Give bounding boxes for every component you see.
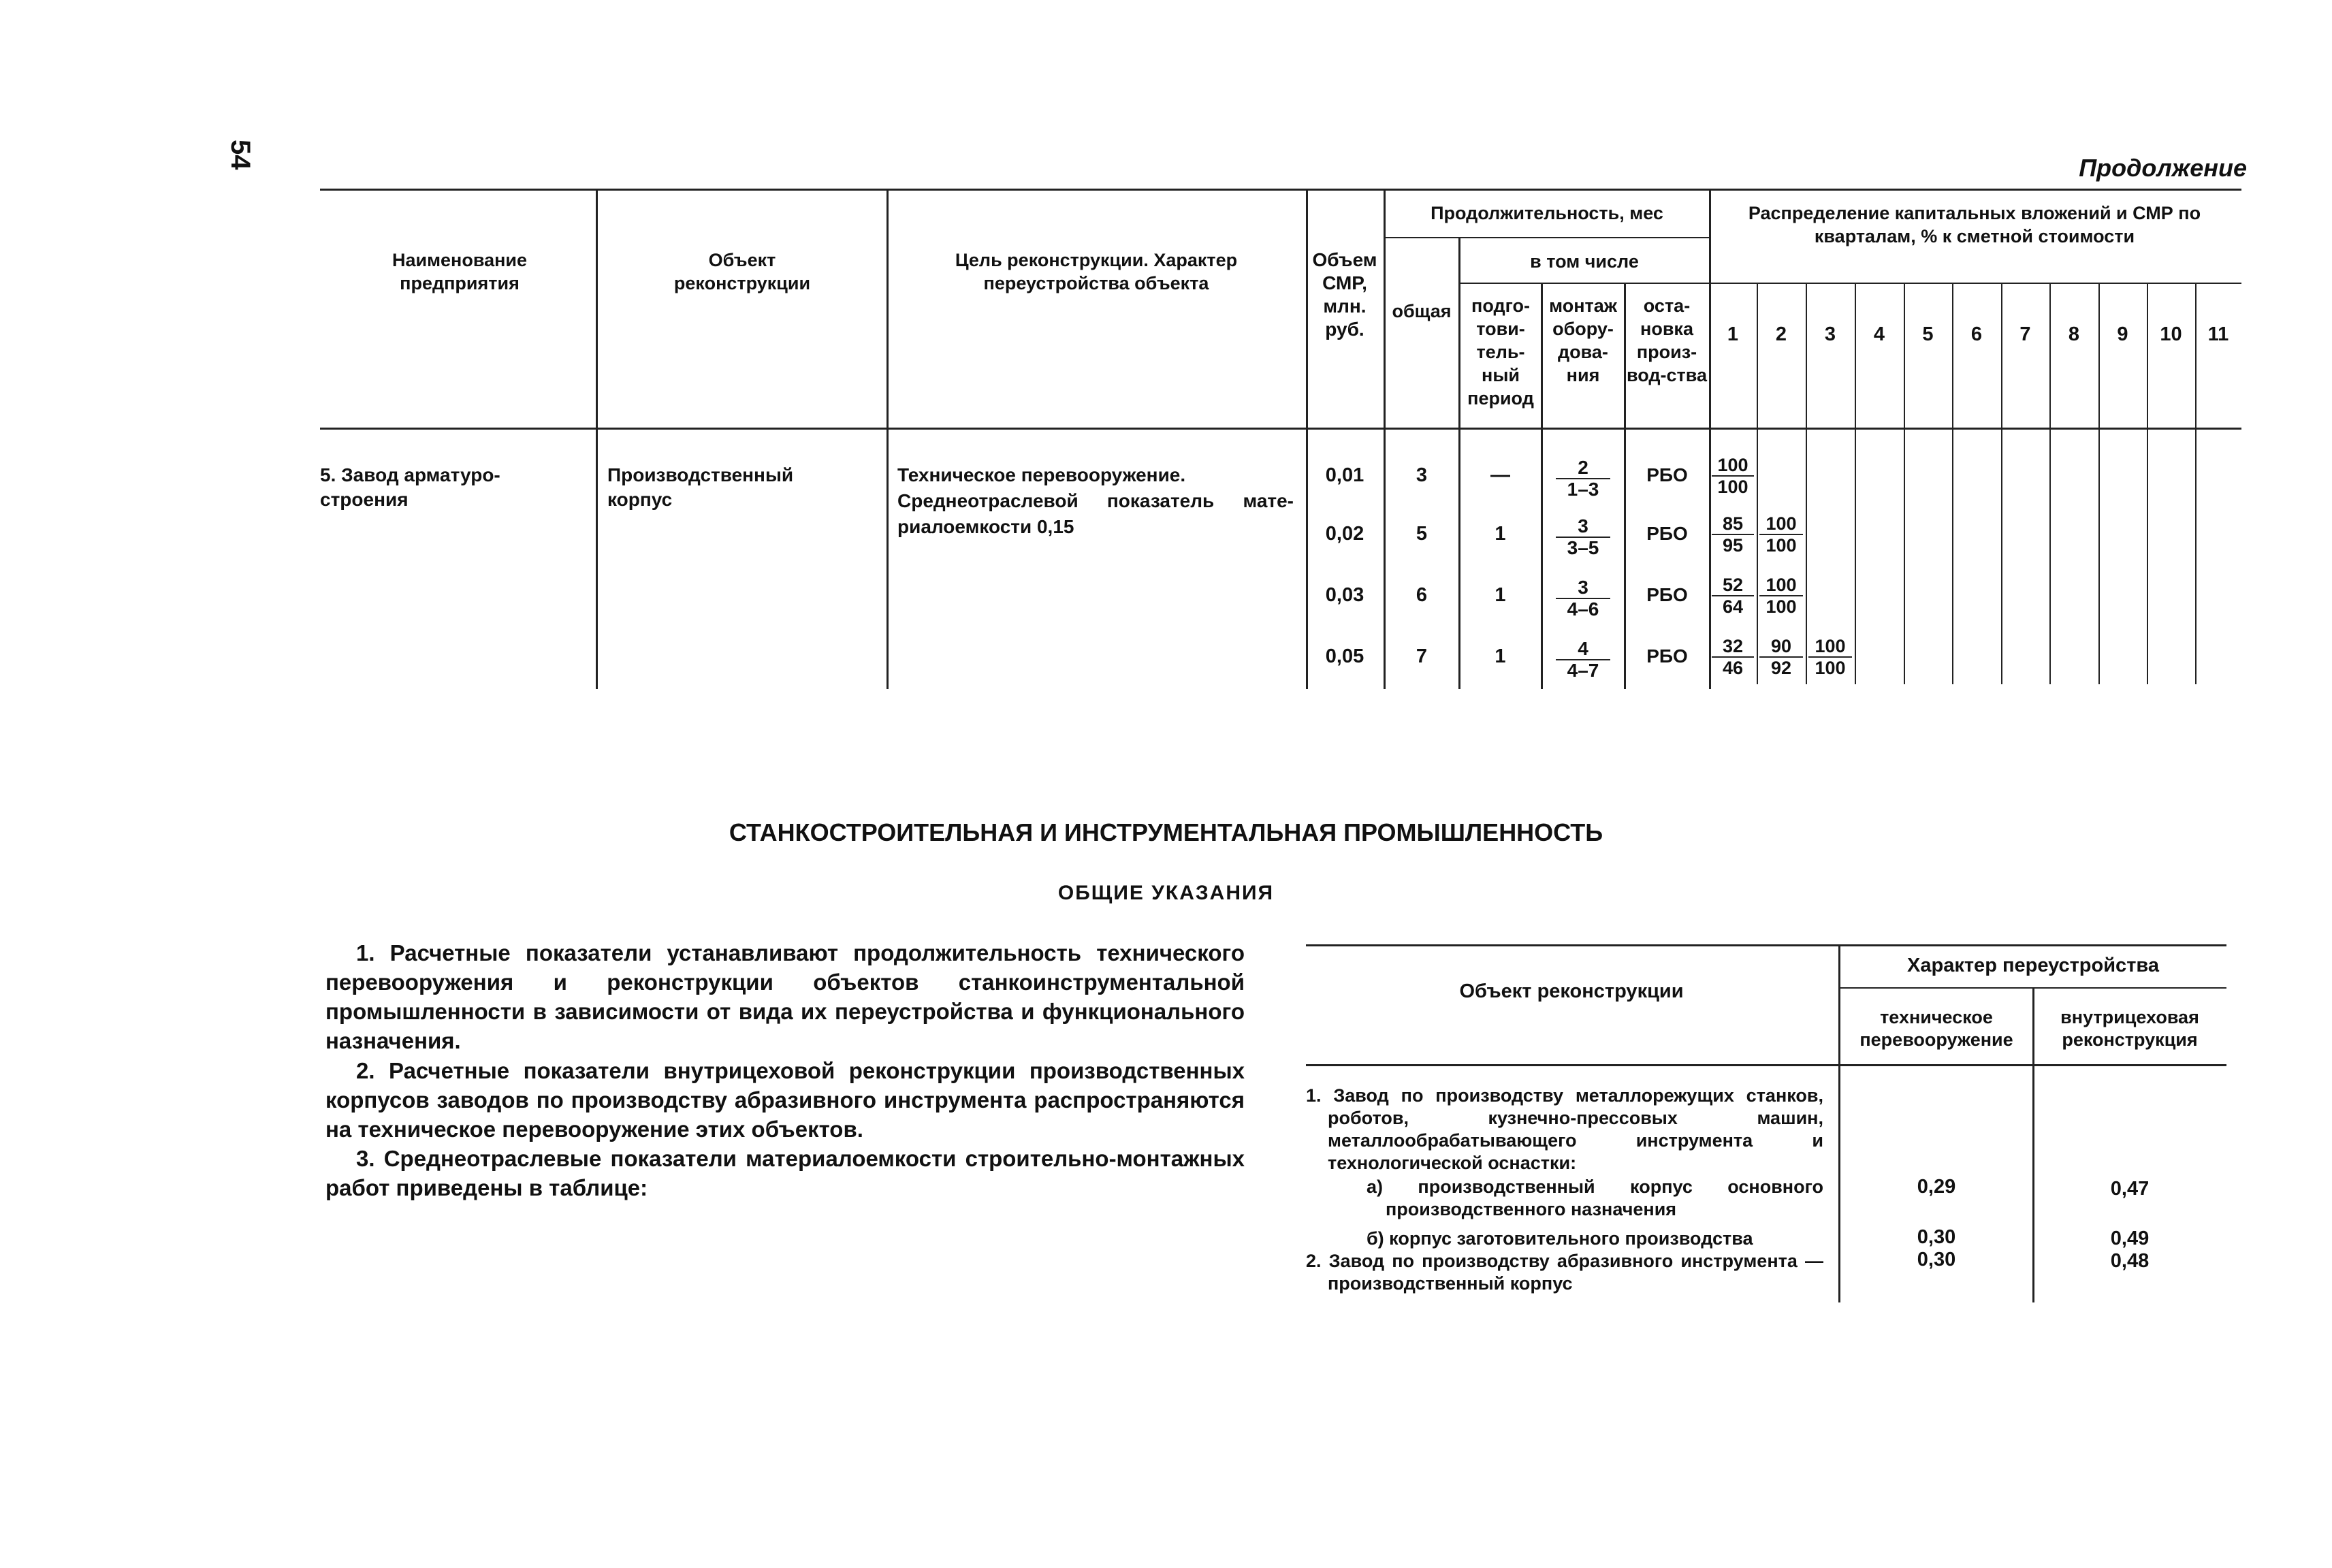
quarter-numerator: 100 [1759, 575, 1803, 596]
header-mounting: монтаж обору-дова-ния [1549, 295, 1617, 385]
quarter-header-9: 9 [2117, 323, 2128, 345]
quarter-fraction [1712, 575, 1754, 617]
mounting-numerator: 3 [1556, 577, 1610, 599]
quarter-header-11: 11 [2207, 323, 2229, 345]
t2-row-1a-internal: 0,47 [2110, 1178, 2150, 1200]
t2-row-1b-tech: 0,30 [1917, 1226, 1956, 1248]
t2-header-internal: внутрицеховая реконструкция [2060, 1007, 2199, 1050]
mounting-denominator: 3–5 [1567, 537, 1599, 558]
header-including: в том числе [1530, 251, 1639, 272]
header-prep-period: подго-тови-тель-ный период [1467, 295, 1534, 409]
mounting-numerator: 2 [1556, 458, 1610, 479]
quarter-header-5: 5 [1922, 323, 1934, 345]
row-volume: 0,02 [1325, 523, 1364, 545]
header-volume: Объем СМР, млн. руб. [1312, 249, 1377, 340]
row-stop: РБО [1646, 584, 1688, 605]
t2-row-2-tech: 0,30 [1917, 1249, 1956, 1270]
quarter-header-1: 1 [1727, 323, 1739, 345]
quarter-header-8: 8 [2068, 323, 2080, 345]
header-object: Объект реконструкции [673, 250, 811, 293]
paragraph-2: 2. Расчетные показатели внутрицеховой реконструкции производственных корпусов заводов по производству абразивного инструмента распространяются на техническое перевооружение этих объектов. [325, 1058, 1245, 1142]
quarter-fraction [1759, 575, 1803, 617]
t2-row-2-internal: 0,48 [2110, 1250, 2150, 1272]
row-total: 3 [1416, 464, 1428, 486]
row-mounting-fraction [1556, 577, 1610, 620]
quarter-header-2: 2 [1775, 323, 1787, 345]
row-goal-line2: Среднеотраслевой показатель мате- [897, 490, 1294, 511]
row-total: 7 [1416, 645, 1428, 667]
row-stop: РБО [1646, 523, 1688, 544]
row-stop: РБО [1646, 645, 1688, 667]
header-duration: Продолжительность, мес [1431, 203, 1663, 223]
quarter-numerator: 52 [1712, 575, 1754, 596]
mounting-denominator: 4–7 [1567, 660, 1599, 681]
row-mounting-fraction [1556, 639, 1610, 681]
row-volume: 0,05 [1325, 645, 1364, 667]
row-total: 6 [1416, 584, 1428, 606]
quarter-denominator: 100 [1717, 477, 1748, 497]
quarter-denominator: 64 [1722, 596, 1744, 617]
quarter-numerator: 100 [1712, 455, 1754, 477]
row-goal-line3: риалоемкости 0,15 [897, 516, 1074, 537]
subsection-title: ОБЩИЕ УКАЗАНИЯ [1057, 882, 1275, 904]
row-total: 5 [1416, 523, 1428, 545]
quarter-header-3: 3 [1824, 323, 1836, 345]
quarter-numerator: 90 [1759, 636, 1803, 658]
mounting-denominator: 4–6 [1567, 598, 1599, 620]
quarter-fraction [1808, 636, 1852, 678]
t2-header-character: Характер переустройства [1907, 955, 2159, 976]
t2-row-1b: б) корпус заготовительного производства [1367, 1228, 1753, 1249]
quarter-denominator: 46 [1722, 658, 1744, 678]
quarter-header-7: 7 [2019, 323, 2031, 345]
quarter-numerator: 100 [1808, 636, 1852, 658]
quarter-fraction [1712, 455, 1754, 497]
mounting-numerator: 3 [1556, 516, 1610, 538]
paragraph-1: 1. Расчетные показатели устанавливают продолжительность технического перевооружения и реконструкции объектов станкоинструментальной промышленности в зависимости от вида их переустройства и функционального назначения. [325, 940, 1245, 1053]
quarter-denominator: 95 [1722, 535, 1744, 556]
t2-row-2: 2. Завод по производству абразивного инструмента — производственный корпус [1306, 1251, 1823, 1294]
row-prep: 1 [1495, 645, 1506, 667]
header-goal: Цель реконструкции. Характер переустройства объекта [955, 250, 1238, 293]
t2-row-1a-tech: 0,29 [1917, 1176, 1956, 1198]
row-goal-line1: Техническое перевооружение. [897, 464, 1186, 485]
row-prep: 1 [1495, 584, 1506, 606]
page-number: 54 [225, 140, 255, 170]
quarter-numerator: 32 [1712, 636, 1754, 658]
row-volume: 0,01 [1325, 464, 1364, 486]
quarter-header-6: 6 [1970, 323, 1983, 345]
quarter-denominator: 100 [1766, 535, 1797, 556]
row-volume: 0,03 [1325, 584, 1364, 606]
quarter-fraction [1712, 513, 1754, 556]
paragraph-3: 3. Среднеотраслевые показатели материалоемкости строительно-монтажных работ приведены в таблице: [325, 1146, 1245, 1200]
header-total: общая [1392, 301, 1452, 321]
row-stop: РБО [1646, 464, 1688, 485]
header-enterprise: Наименование предприятия [392, 250, 528, 293]
quarter-fraction [1759, 636, 1803, 678]
header-distribution: Распределение капитальных вложений и СМР по кварталам, % к сметной стоимости [1748, 203, 2201, 246]
quarter-denominator: 100 [1766, 596, 1797, 617]
continuation-label: Продолжение [2079, 154, 2247, 182]
section-title: СТАНКОСТРОИТЕЛЬНАЯ И ИНСТРУМЕНТАЛЬНАЯ ПРОМЫШЛЕННОСТЬ [729, 818, 1603, 846]
row-prep: 1 [1495, 523, 1506, 545]
row-prep: — [1490, 464, 1510, 486]
t2-row-1a: а) производственный корпус основного производственного назначения [1367, 1177, 1823, 1219]
t2-row-1: 1. Завод по производству металлорежущих станков, роботов, кузнечно-прессовых машин, металлообрабатывающего инструмента и технологической оснастки: [1306, 1085, 1823, 1173]
quarter-denominator: 100 [1815, 658, 1846, 678]
mounting-numerator: 4 [1556, 639, 1610, 660]
row-mounting-fraction [1556, 516, 1610, 558]
quarter-numerator: 100 [1759, 513, 1803, 535]
header-stop: оста-новка произ-вод-ства [1627, 295, 1708, 385]
quarter-header-10: 10 [2160, 323, 2182, 345]
t2-header-object: Объект реконструкции [1459, 980, 1684, 1002]
row-mounting-fraction [1556, 458, 1610, 500]
t2-row-1b-internal: 0,49 [2110, 1228, 2150, 1249]
row-enterprise: 5. Завод арматуро-строения [320, 464, 500, 510]
t2-header-tech: техническое перевооружение [1859, 1007, 2013, 1050]
quarter-header-4: 4 [1873, 323, 1885, 345]
mounting-denominator: 1–3 [1567, 479, 1599, 500]
quarter-denominator: 92 [1770, 658, 1792, 678]
quarter-fraction [1712, 636, 1754, 678]
quarter-numerator: 85 [1712, 513, 1754, 535]
row-object: Производственный корпус [607, 464, 794, 510]
quarter-fraction [1759, 513, 1803, 556]
